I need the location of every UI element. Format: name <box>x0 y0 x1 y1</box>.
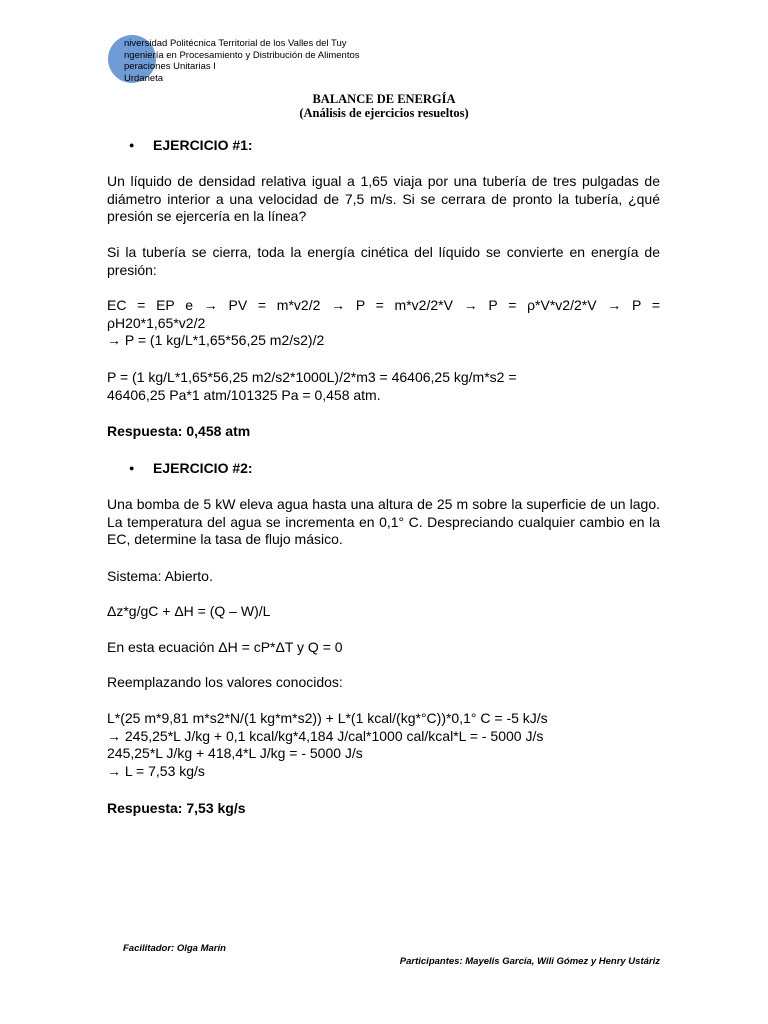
exercise2-replacing: Reemplazando los valores conocidos: <box>107 674 343 690</box>
exercise1-answer: Respuesta: 0,458 atm <box>107 423 251 439</box>
exercise1-heading <box>129 137 253 155</box>
institution-header <box>124 38 360 84</box>
exercise2-equation: Δz*g/gC + ΔH = (Q – W)/L <box>107 603 271 619</box>
header-line-program: ngeniería en Procesamiento y Distribución de Alimentos <box>124 49 360 61</box>
document-title: BALANCE DE ENERGÍA <box>312 92 456 106</box>
header-line-course: peraciones Unitarias I <box>124 61 216 72</box>
exercise2-calc-line1: L*(25 m*9,81 m*s2*N/(1 kg*m*s2)) + L*(1 kcal/(kg*°C))*0,1° C = -5 kJ/s <box>107 710 548 726</box>
header-line-campus: Urdaneta <box>124 72 164 84</box>
exercise2-answer: Respuesta: 7,53 kg/s <box>107 800 246 816</box>
exercise2-heading-text: EJERCICIO #2: <box>153 460 253 476</box>
bullet-icon: ● <box>129 463 135 473</box>
exercise2-calc-line4: → L = 7,53 kg/s <box>107 762 205 779</box>
document-title-block <box>0 92 768 120</box>
exercise2-calc-line3: 245,25*L J/kg + 418,4*L J/kg = - 5000 J/s <box>107 745 363 762</box>
footer-facilitator: Facilitador: Olga Marín <box>123 943 226 954</box>
bullet-icon: ● <box>129 140 135 150</box>
exercise2-in-equation: En esta ecuación ΔH = cP*ΔT y Q = 0 <box>107 639 343 655</box>
exercise2-problem: Una bomba de 5 kW eleva agua hasta una altura de 25 m sobre la superficie de un lago. La temperatura del agua se incrementa en 0,1° C. Despreciando cualquier cambio en la EC, determine la tasa de flujo másico. <box>107 496 660 548</box>
exercise2-heading <box>129 460 253 478</box>
exercise2-calculation <box>107 710 660 780</box>
exercise1-calc-line1: P = (1 kg/L*1,65*56,25 m2/s2*1000L)/2*m3 = 46406,25 kg/m*s2 = <box>107 369 517 385</box>
exercise1-explanation: Si la tubería se cierra, toda la energía cinética del líquido se convierte en energía de presión: <box>107 244 660 278</box>
exercise1-eq-line1: EC = EP e → PV = m*v2/2 → P = m*v2/2*V → P = ρ*V*v2/2*V → P = <box>107 297 660 313</box>
exercise1-calc-line2: 46406,25 Pa*1 atm/101325 Pa = 0,458 atm. <box>107 386 381 403</box>
header-line-university: niversidad Politécnica Territorial de los Valles del Tuy <box>124 38 347 49</box>
exercise1-problem: Un líquido de densidad relativa igual a 1,65 viaja por una tubería de tres pulgadas de diámetro interior a una velocidad de 7,5 m/s. Si se cerrara de pronto la tubería, ¿qué presión se ejercería en la línea? <box>107 173 660 225</box>
exercise2-calc-line2: → 245,25*L J/kg + 0,1 kcal/kg*4,184 J/cal*1000 cal/kcal*L = - 5000 J/s <box>107 727 544 744</box>
document-subtitle: (Análisis de ejercicios resueltos) <box>299 106 469 120</box>
footer-participants: Participantes: Mayelis García, Wili Gómez y Henry Ustáriz <box>399 956 660 967</box>
exercise1-calculation <box>107 369 660 404</box>
exercise1-heading-text: EJERCICIO #1: <box>153 137 253 153</box>
exercise1-eq-line3: → P = (1 kg/L*1,65*56,25 m2/s2)/2 <box>107 332 325 349</box>
exercise1-eq-line2: ρH20*1,65*v2/2 <box>107 314 206 331</box>
exercise1-equations <box>107 297 660 350</box>
exercise2-system: Sistema: Abierto. <box>107 568 213 584</box>
